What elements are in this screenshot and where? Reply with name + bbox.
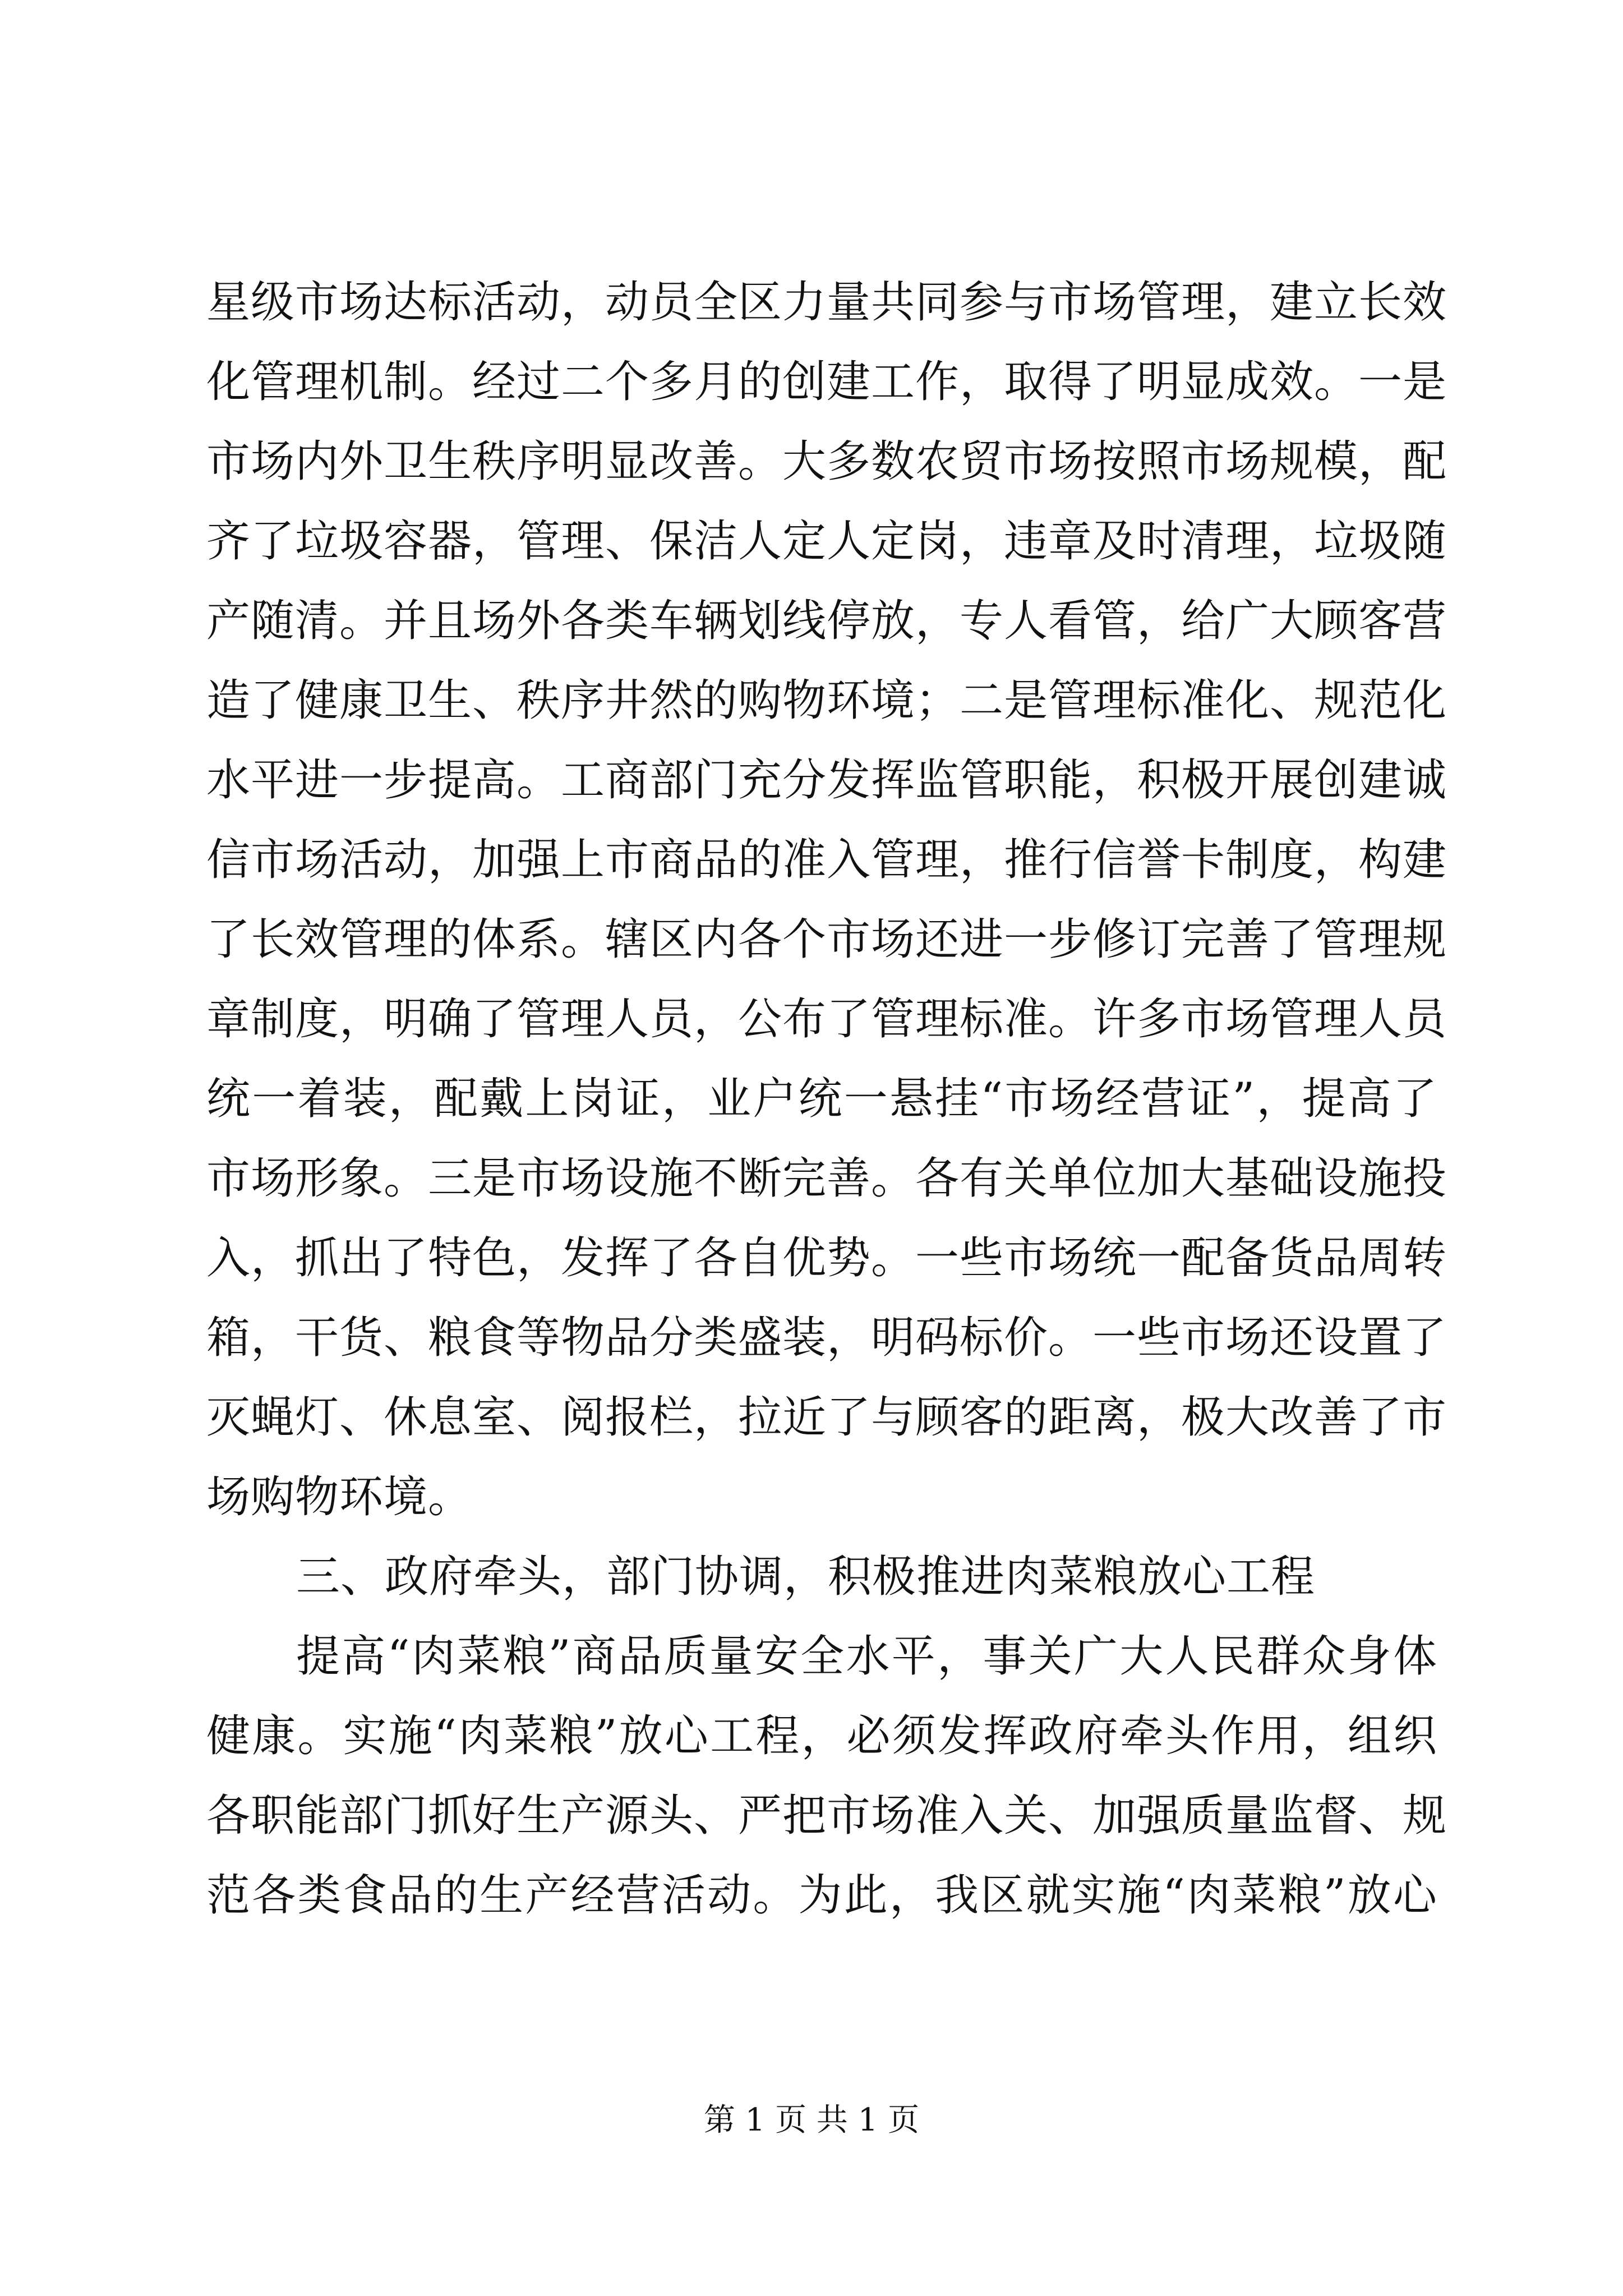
document-body (206, 263, 1447, 1935)
body-line: 灭蝇灯、休息室、阅报栏，拉近了与顾客的距离，极大改善了市 (206, 1392, 1447, 1443)
body-line: 范各类食品的生产经营活动。为此，我区就实施“肉菜粮”放心 (206, 1870, 1437, 1921)
body-line: 水平进一步提高。工商部门充分发挥监管职能，积极开展创建诚 (206, 755, 1447, 806)
section-heading: 三、政府牵头，部门协调，积极推进肉菜粮放心工程 (296, 1552, 1316, 1602)
body-line: 造了健康卫生、秩序井然的购物环境；二是管理标准化、规范化 (206, 675, 1447, 726)
body-line: 各职能部门抓好生产源头、严把市场准入关、加强质量监督、规 (206, 1791, 1447, 1841)
body-line: 星级市场达标活动，动员全区力量共同参与市场管理，建立长效 (206, 277, 1447, 328)
body-line: 了长效管理的体系。辖区内各个市场还进一步修订完善了管理规 (206, 914, 1447, 965)
body-line: 统一着装，配戴上岗证，业户统一悬挂“市场经营证”，提高了 (206, 1074, 1437, 1124)
body-line: 市场形象。三是市场设施不断完善。各有关单位加大基础设施投 (206, 1153, 1447, 1204)
body-line: 提高“肉菜粮”商品质量安全水平，事关广大人民群众身体 (296, 1631, 1437, 1682)
page-number-label: 第 1 页 共 1 页 (703, 2102, 920, 2138)
body-line: 产随清。并且场外各类车辆划线停放，专人看管，给广大顾客营 (206, 596, 1447, 646)
body-line: 市场内外卫生秩序明显改善。大多数农贸市场按照市场规模，配 (206, 436, 1447, 487)
body-line: 信市场活动，加强上市商品的准入管理，推行信誉卡制度，构建 (206, 835, 1447, 885)
body-line: 健康。实施“肉菜粮”放心工程，必须发挥政府牵头作用，组织 (206, 1711, 1437, 1761)
body-line: 化管理机制。经过二个多月的创建工作，取得了明显成效。一是 (206, 357, 1447, 407)
body-line: 齐了垃圾容器，管理、保洁人定人定岗，违章及时清理，垃圾随 (206, 516, 1447, 567)
body-line: 章制度，明确了管理人员，公布了管理标准。许多市场管理人员 (206, 994, 1447, 1045)
body-line: 入，抓出了特色，发挥了各自优势。一些市场统一配备货品周转 (206, 1233, 1447, 1283)
body-line: 箱，干货、粮食等物品分类盛装，明码标价。一些市场还设置了 (206, 1313, 1447, 1363)
page-footer (0, 2101, 1623, 2140)
body-line: 场购物环境。 (206, 1472, 473, 1522)
